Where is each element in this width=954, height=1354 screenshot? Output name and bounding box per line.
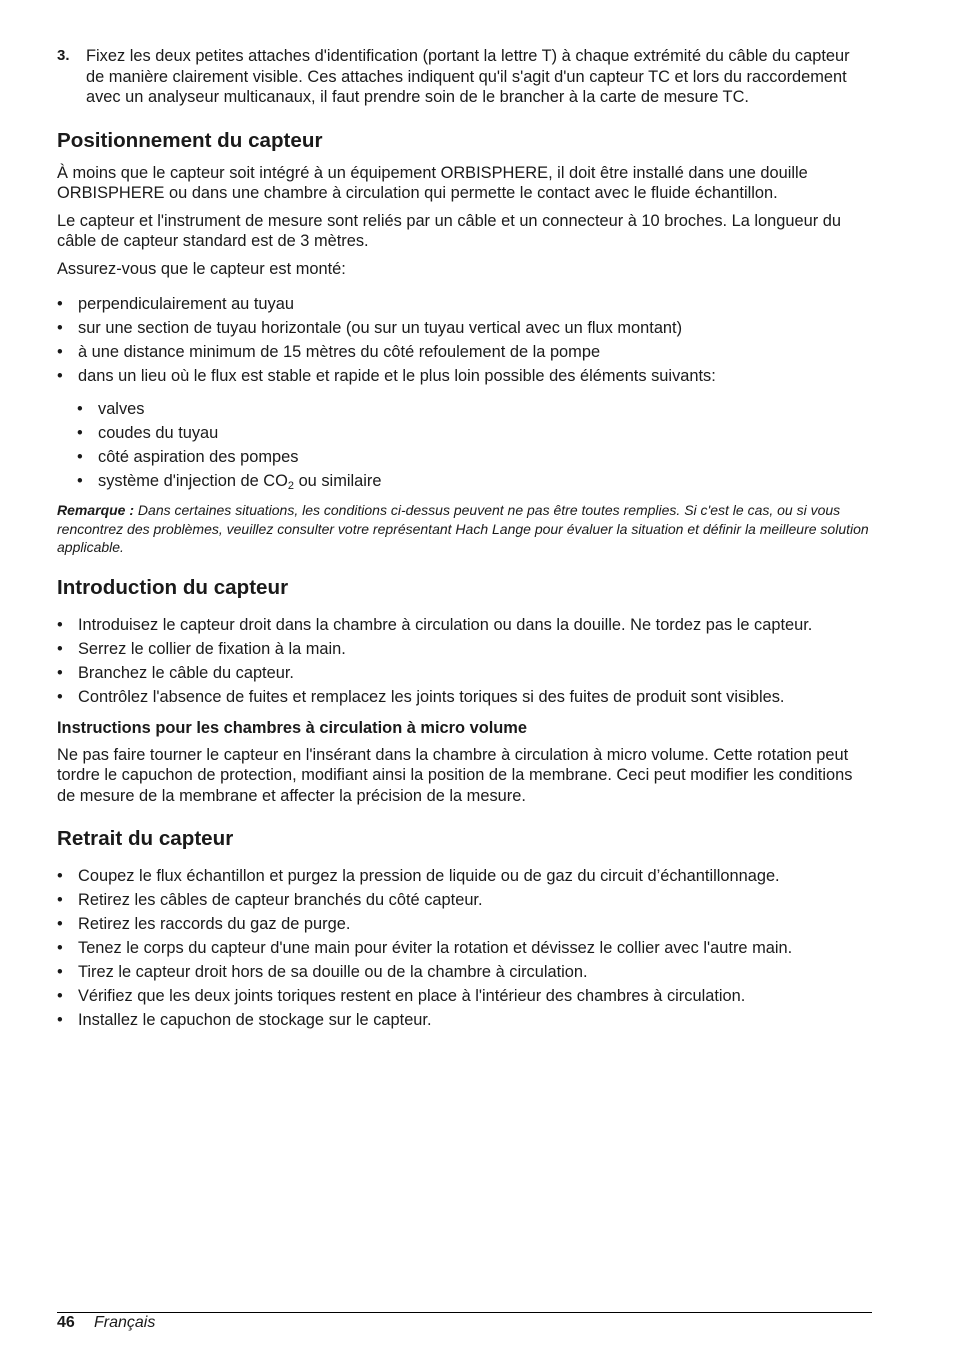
heading-positionnement: Positionnement du capteur [57, 128, 323, 152]
list-item: • Installez le capuchon de stockage sur le capteur. [57, 1011, 432, 1029]
list-item: • Tenez le corps du capteur d'une main pour éviter la rotation et dévissez le collier avec l'autre main. [57, 939, 793, 957]
page-content [57, 46, 872, 1034]
step-text: Fixez les deux petites attaches d'identification (portant la lettre T) à chaque extrémité du câble du capteur de manière clairement visible. Ces attaches indiquent qu'il s'agit d'un capteur TC et lors du raccordement avec un analyseur multicanaux, il faut prendre soin de le brancher à la carte de mesure TC. [86, 47, 850, 106]
list-item: • Tirez le capteur droit hors de sa douille ou de la chambre à circulation. [57, 963, 588, 981]
list-item: • Retirez les câbles de capteur branchés du côté capteur. [57, 891, 483, 909]
list-item: • Retirez les raccords du gaz de purge. [57, 915, 351, 933]
subheading-micro-volume: Instructions pour les chambres à circulation à micro volume [57, 719, 527, 737]
paragraph: Le capteur et l'instrument de mesure sont reliés par un câble et un connecteur à 10 broches. La longueur du câble de capteur standard est de 3 mètres. [57, 211, 841, 250]
list-item: • Vérifiez que les deux joints toriques restent en place à l'intérieur des chambres à circulation. [57, 987, 746, 1005]
paragraph: Assurez-vous que le capteur est monté: [57, 259, 346, 278]
step-3 [57, 46, 872, 108]
heading-retrait: Retrait du capteur [57, 827, 234, 850]
list-item-co2: • système d'injection de $CO_2$ ou similaire [77, 471, 382, 492]
page-number: 46 [57, 1314, 75, 1331]
list-item: • perpendiculairement au tuyau [57, 295, 294, 313]
heading-introduction: Introduction du capteur [57, 575, 289, 599]
list-item: • côté aspiration des pompes [77, 447, 299, 466]
retrait-list [57, 866, 872, 1031]
list-item: • valves [77, 399, 145, 418]
elements-sublist [77, 399, 872, 492]
list-item: • sur une section de tuyau horizontale (ou sur un tuyau vertical avec un flux montant) [57, 319, 683, 337]
paragraph: À moins que le capteur soit intégré à un équipement ORBISPHERE, il doit être installé dans une douille ORBISPHERE ou dans une chambre à circulation qui permette le contact avec le fluide échantillon. [57, 163, 808, 202]
footer-language: Français [94, 1314, 156, 1331]
list-item: • Serrez le collier de fixation à la main. [57, 639, 346, 658]
step-number: 3. [57, 47, 70, 64]
list-item: • Introduisez le capteur droit dans la chambre à circulation ou dans la douille. Ne tordez pas le capteur. [57, 615, 813, 634]
page-footer [57, 1312, 872, 1331]
list-item: • Coupez le flux échantillon et purgez la pression de liquide ou de gaz du circuit d’échantillonnage. [57, 867, 780, 885]
mounting-list [57, 294, 872, 387]
paragraph: Ne pas faire tourner le capteur en l'insérant dans la chambre à circulation à micro volume. Cette rotation peut tordre le capuchon de protection, modifiant ainsi la position de la membrane. Ceci peut modifier les conditions de mesure de la membrane et affecter la précision de la mesure. [57, 745, 853, 805]
list-item: • dans un lieu où le flux est stable et rapide et le plus loin possible des éléments suivants: [57, 367, 716, 385]
list-item: • Contrôlez l'absence de fuites et remplacez les joints toriques si des fuites de produit sont visibles. [57, 687, 785, 706]
list-item: • à une distance minimum de 15 mètres du côté refoulement de la pompe [57, 343, 601, 361]
list-item: • coudes du tuyau [77, 423, 219, 442]
introduction-list [57, 615, 872, 708]
list-item: • Branchez le câble du capteur. [57, 663, 294, 682]
remark-note: Remarque : Dans certaines situations, les conditions ci-dessus peuvent ne pas être toutes remplies. Si c'est le cas, ou si vous rencontrez des problèmes, veuillez consulter votre représentant Hach Lange pour évaluer la situation et définir la meilleure solution applicable. [57, 502, 869, 555]
